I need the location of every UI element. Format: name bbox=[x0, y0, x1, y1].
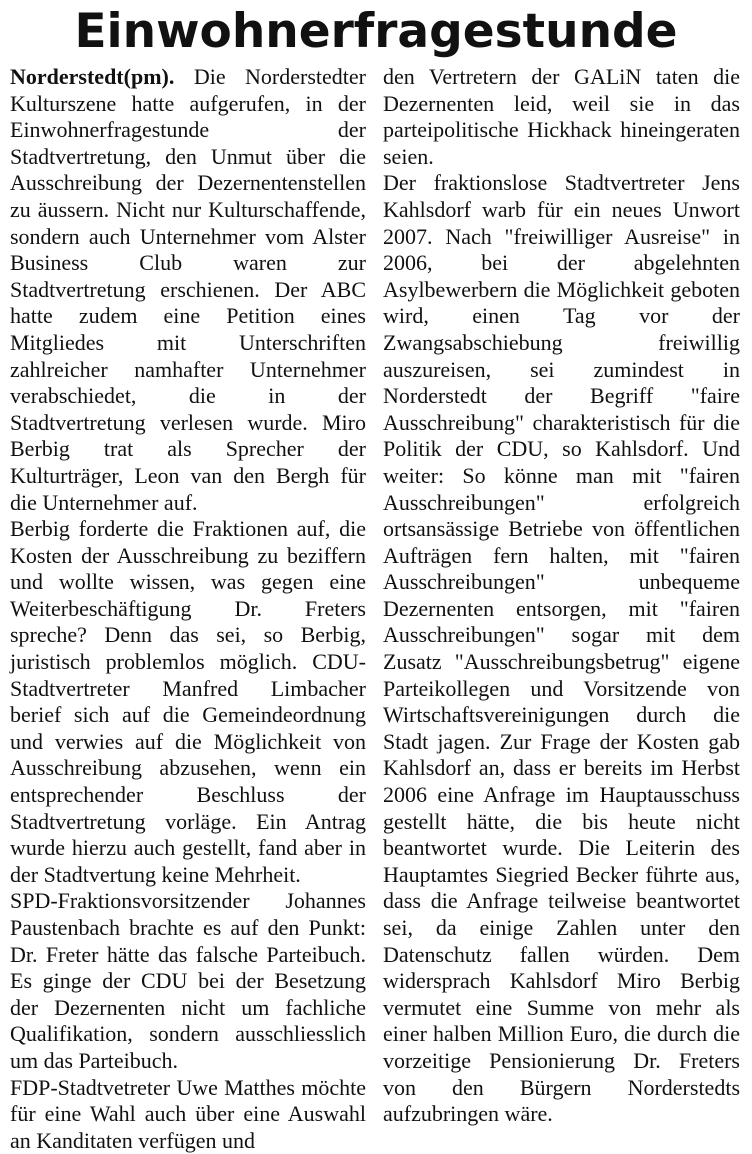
paragraph-berbig: Berbig forderte die Fraktionen auf, die Kosten der Ausschreibung zu beziffern und wollte wissen, was gegen eine Weiterbeschäftigung Dr. Freters spreche? Denn das sei, so Berbig, juristisch problemlos möglich. CDU-Stadtvertreter Manfred Limbacher berief sich auf die Gemeindeordnung und verwies auf die Möglichkeit von Ausschreibung abzusehen, wenn ein entsprechender Beschluss der Stadtvertretung vorläge. Ein Antrag wurde hierzu auch gestellt, fand aber in der Stadtvertung keine Mehrheit. bbox=[10, 516, 366, 887]
article-headline: Einwohnerfragestunde bbox=[74, 3, 678, 59]
paragraph-fdp: FDP-Stadtvetreter Uwe Matthes möchte für eine Wahl auch über eine Auswahl an Kanditaten verfügen und bbox=[10, 1074, 366, 1153]
paragraph-galin: den Vertretern der GALiN taten die Dezernenten leid, weil sie in das parteipolitische Hickhack hineingeraten seien. bbox=[383, 64, 740, 169]
article-column-right bbox=[383, 64, 740, 1128]
paragraph-spd: SPD-Fraktionsvorsitzender Johannes Paustenbach brachte es auf den Punkt: Dr. Freter hätte das falsche Parteibuch. Es ginge der CDU bei der Besetzung der Dezernenten nicht um fachliche Qualifikation, sondern ausschliesslich um das Parteibuch. bbox=[10, 888, 366, 1073]
article-column-left bbox=[10, 64, 366, 1154]
dateline: Norderstedt(pm). bbox=[10, 64, 175, 89]
paragraph-intro-text: Die Norderstedter Kulturszene hatte aufgerufen, in der Einwohnerfragestunde der Stadtvertretung, den Unmut über die Ausschreibung der Dezernentenstellen zu äussern. Nicht nur Kulturschaffende, sondern auch Unternehmer vom Alster Business Club waren zur Stadtvertretung erschienen. Der ABC hatte zudem eine Petition eines Mitgliedes mit Unterschriften zahlreicher namhafter Unternehmer verabschiedet, die in der Stadtvertretung verlesen wurde. Miro Berbig trat als Sprecher der Kulturträger, Leon van den Bergh für die Unternehmer auf. bbox=[10, 64, 366, 515]
paragraph-kahlsdorf: Der fraktionslose Stadtvertreter Jens Kahlsdorf warb für ein neues Unwort 2007. Nach "freiwilliger Ausreise" in 2006, bei der abgelehnten Asylbewerbern die Möglichkeit geboten wird, einen Tag vor der Zwangsabschiebung freiwillig auszureisen, sei zumindest in Norderstedt der Begriff "faire Ausschreibung" charakteristisch für die Politik der CDU, so Kahlsdorf. Und weiter: So könne man mit "fairen Ausschreibungen" erfolgreich ortsansässige Betriebe von öffentlichen Aufträgen fern halten, mit "fairen Ausschreibungen" unbequeme Dezernenten entsorgen, mit "fairen Ausschreibungen" sogar mit dem Zusatz "Ausschreibungsbetrug" eigene Parteikollegen und Vorsitzende von Wirtschaftsvereinigungen durch die Stadt jagen. Zur Frage der Kosten gab Kahlsdorf an, dass er bereits im Herbst 2006 eine Anfrage im Hauptausschuss gestellt hätte, die bis heute nicht beantwortet wurde. Die Leiterin des Hauptamtes Siegried Becker führte aus, dass die Anfrage teilweise beantwortet sei, da einige Zahlen unter den Datenschutz fallen würden. Dem widersprach Kahlsdorf Miro Berbig vermutet eine Summe von mehr als einer halben Million Euro, die durch die vorzeitige Pensionierung Dr. Freters von den Bürgern Norderstedts aufzubringen wäre. bbox=[383, 170, 740, 1127]
paragraph-intro bbox=[10, 64, 366, 516]
